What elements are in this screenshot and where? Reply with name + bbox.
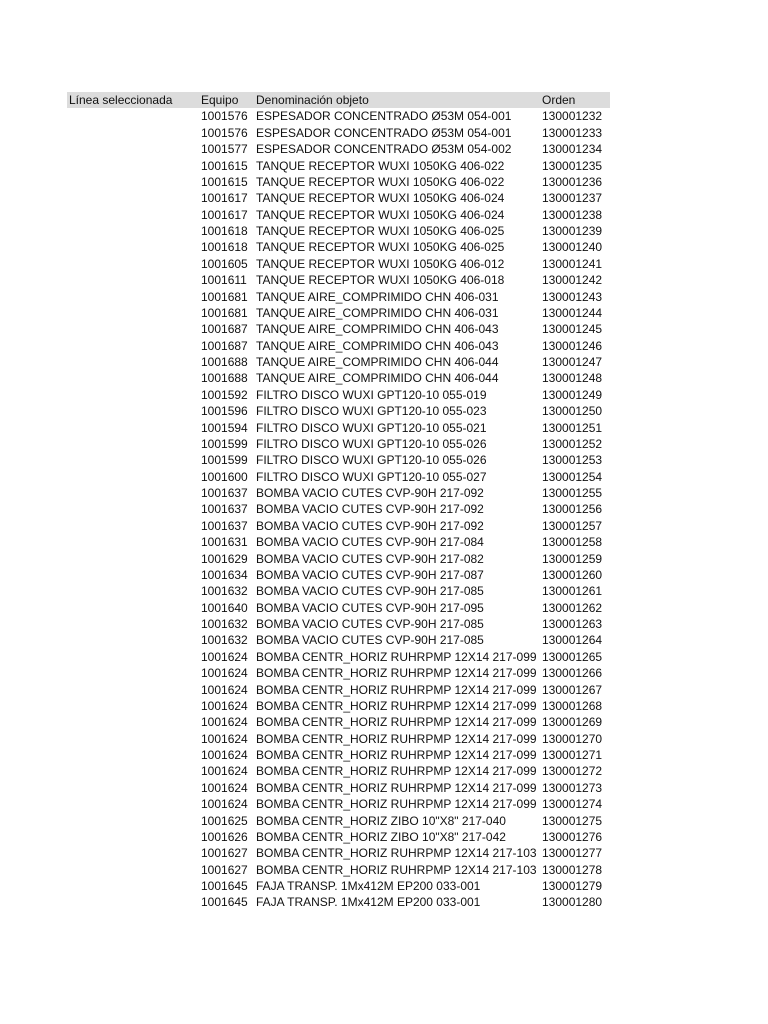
table-row [67,452,610,468]
cell-linea [67,370,199,386]
cell-equipo: 1001599 [201,436,248,451]
table-row [67,632,610,648]
cell-denominacion: FILTRO DISCO WUXI GPT120-10 055-026 [256,436,487,451]
cell-linea [67,714,199,730]
table-row [67,403,610,419]
cell-linea [67,763,199,779]
cell-equipo: 1001615 [201,174,248,189]
cell-equipo: 1001611 [201,273,247,288]
table-row [67,616,610,632]
table-row [67,551,610,567]
cell-orden: 130001272 [542,764,603,779]
cell-orden: 130001249 [542,387,603,402]
cell-orden: 130001275 [542,813,603,828]
cell-linea [67,567,199,583]
cell-equipo: 1001618 [201,224,248,238]
cell-orden: 130001280 [542,895,603,910]
cell-linea [67,321,199,337]
cell-equipo: 1001624 [201,764,248,779]
cell-linea [67,534,199,550]
cell-equipo: 1001617 [201,191,248,206]
table-body [67,108,610,910]
cell-linea [67,583,199,599]
cell-denominacion: FILTRO DISCO WUXI GPT120-10 055-027 [256,469,487,484]
column-header-linea: Línea seleccionada [69,93,173,107]
cell-equipo: 1001637 [201,502,248,517]
cell-orden: 130001243 [542,289,603,304]
cell-denominacion: BOMBA VACIO CUTES CVP-90H 217-085 [256,633,484,648]
cell-equipo: 1001687 [201,322,248,337]
cell-denominacion: BOMBA CENTR_HORIZ RUHRPMP 12X14 217-103 [256,846,537,861]
cell-orden: 130001233 [542,125,603,140]
cell-equipo: 1001637 [201,518,248,533]
cell-linea [67,501,199,517]
cell-denominacion: BOMBA CENTR_HORIZ RUHRPMP 12X14 217-099 [256,649,537,664]
cell-equipo: 1001624 [201,797,248,812]
table-row [67,321,610,337]
cell-equipo: 1001624 [201,698,248,713]
cell-linea [67,731,199,747]
cell-linea [67,125,199,141]
cell-linea [67,616,199,632]
cell-orden: 130001235 [542,158,603,173]
table-row [67,501,610,517]
table-row [67,796,610,812]
cell-linea [67,894,199,910]
cell-linea [67,256,199,272]
cell-equipo: 1001681 [201,289,248,304]
cell-denominacion: ESPESADOR CONCENTRADO Ø53M 054-001 [256,109,512,124]
cell-linea [67,338,199,354]
cell-denominacion: BOMBA VACIO CUTES CVP-90H 217-087 [256,567,484,582]
cell-linea [67,485,199,501]
table-row [67,272,610,288]
table-row [67,813,610,829]
table-row [67,305,610,321]
cell-equipo: 1001592 [201,387,248,402]
cell-equipo: 1001594 [201,420,248,435]
table-row [67,698,610,714]
cell-orden: 130001237 [542,191,603,206]
cell-linea [67,158,199,174]
cell-orden: 130001234 [542,142,603,157]
cell-equipo: 1001605 [201,256,248,271]
cell-equipo: 1001631 [201,535,248,550]
cell-denominacion: TANQUE AIRE_COMPRIMIDO CHN 406-044 [256,355,499,369]
cell-denominacion: TANQUE RECEPTOR WUXI 1050KG 406-022 [256,158,505,173]
cell-denominacion: TANQUE RECEPTOR WUXI 1050KG 406-024 [256,207,505,222]
cell-linea [67,698,199,714]
cell-equipo: 1001627 [201,846,248,861]
cell-orden: 130001245 [542,322,603,337]
table-row [67,289,610,305]
table-row [67,583,610,599]
cell-linea [67,600,199,616]
table-row [67,239,610,255]
cell-equipo: 1001629 [201,551,248,566]
table-row [67,387,610,403]
cell-denominacion: BOMBA CENTR_HORIZ ZIBO 10"X8" 217-040 [256,813,506,828]
cell-linea [67,469,199,485]
cell-linea [67,141,199,157]
table-row [67,256,610,272]
cell-linea [67,305,199,321]
table-row [67,436,610,452]
cell-denominacion: BOMBA CENTR_HORIZ RUHRPMP 12X14 217-099 [256,698,537,713]
cell-orden: 130001269 [542,715,603,730]
cell-linea [67,518,199,534]
cell-denominacion: TANQUE RECEPTOR WUXI 1050KG 406-018 [256,273,505,288]
cell-denominacion: BOMBA CENTR_HORIZ RUHRPMP 12X14 217-099 [256,764,537,779]
cell-linea [67,878,199,894]
cell-orden: 130001260 [542,567,603,582]
cell-orden: 130001232 [542,109,603,124]
table-row [67,420,610,436]
cell-orden: 130001279 [542,879,603,893]
table-row [67,108,610,124]
cell-equipo: 1001577 [201,142,248,157]
cell-linea [67,747,199,763]
cell-denominacion: TANQUE AIRE_COMPRIMIDO CHN 406-043 [256,338,499,353]
cell-linea [67,436,199,452]
cell-equipo: 1001681 [201,305,248,320]
cell-orden: 130001251 [542,420,603,435]
cell-linea [67,862,199,878]
cell-orden: 130001244 [542,305,603,320]
cell-orden: 130001246 [542,338,603,353]
cell-equipo: 1001632 [201,633,248,648]
cell-linea [67,780,199,796]
cell-orden: 130001250 [542,404,603,419]
cell-denominacion: BOMBA CENTR_HORIZ RUHRPMP 12X14 217-099 [256,731,537,746]
table-row [67,747,610,763]
table-row [67,665,610,681]
cell-equipo: 1001624 [201,666,248,681]
cell-equipo: 1001688 [201,371,248,386]
cell-equipo: 1001617 [201,207,248,222]
cell-equipo: 1001618 [201,240,248,255]
table-row [67,600,610,616]
cell-denominacion: TANQUE AIRE_COMPRIMIDO CHN 406-043 [256,322,499,337]
table-row [67,862,610,878]
cell-orden: 130001266 [542,666,603,681]
cell-linea [67,845,199,861]
cell-linea [67,387,199,403]
cell-equipo: 1001688 [201,355,248,369]
cell-denominacion: TANQUE RECEPTOR WUXI 1050KG 406-022 [256,174,505,189]
table-row [67,649,610,665]
table-row [67,567,610,583]
cell-orden: 130001241 [542,256,603,271]
cell-linea [67,632,199,648]
cell-denominacion: TANQUE RECEPTOR WUXI 1050KG 406-024 [256,191,505,206]
cell-orden: 130001254 [542,469,603,484]
cell-orden: 130001239 [542,224,603,238]
cell-orden: 130001258 [542,535,603,550]
cell-linea [67,289,199,305]
header-row [67,92,610,108]
cell-equipo: 1001626 [201,829,248,844]
table-row [67,338,610,354]
cell-denominacion: BOMBA VACIO CUTES CVP-90H 217-092 [256,518,484,533]
cell-equipo: 1001640 [201,600,248,615]
table-row [67,469,610,485]
column-header-orden: Orden [542,93,576,107]
cell-linea [67,420,199,436]
table-row [67,158,610,174]
cell-orden: 130001259 [542,551,603,566]
cell-denominacion: TANQUE RECEPTOR WUXI 1050KG 406-025 [256,224,505,238]
cell-equipo: 1001576 [201,109,248,124]
cell-denominacion: BOMBA VACIO CUTES CVP-90H 217-085 [256,584,484,599]
cell-orden: 130001268 [542,698,603,713]
cell-denominacion: BOMBA CENTR_HORIZ RUHRPMP 12X14 217-099 [256,666,537,681]
cell-linea [67,174,199,190]
cell-equipo: 1001615 [201,158,248,173]
column-header-denominacion: Denominación objeto [256,93,369,107]
cell-denominacion: BOMBA CENTR_HORIZ RUHRPMP 12X14 217-099 [256,682,537,697]
cell-orden: 130001278 [542,862,603,877]
table-row [67,354,610,370]
cell-orden: 130001276 [542,829,603,844]
cell-denominacion: FILTRO DISCO WUXI GPT120-10 055-021 [256,420,487,435]
cell-linea [67,272,199,288]
cell-linea [67,403,199,419]
cell-orden: 130001267 [542,682,603,697]
cell-orden: 130001236 [542,174,603,189]
cell-linea [67,813,199,829]
cell-linea [67,682,199,698]
cell-denominacion: BOMBA VACIO CUTES CVP-90H 217-092 [256,502,484,517]
table-row [67,894,610,910]
cell-equipo: 1001645 [201,879,248,893]
cell-equipo: 1001576 [201,125,248,140]
table-row [67,682,610,698]
cell-orden: 130001240 [542,240,603,255]
cell-denominacion: BOMBA CENTR_HORIZ RUHRPMP 12X14 217-099 [256,748,537,762]
cell-denominacion: FILTRO DISCO WUXI GPT120-10 055-019 [256,387,487,402]
cell-equipo: 1001624 [201,780,248,795]
cell-equipo: 1001624 [201,682,248,697]
table-row [67,518,610,534]
table-row [67,174,610,190]
table-row [67,714,610,730]
cell-equipo: 1001624 [201,748,248,762]
cell-orden: 130001256 [542,502,603,517]
cell-denominacion: BOMBA VACIO CUTES CVP-90H 217-084 [256,535,484,550]
table-row [67,207,610,223]
cell-orden: 130001255 [542,486,603,500]
table-row [67,763,610,779]
cell-orden: 130001263 [542,617,603,631]
cell-linea [67,649,199,665]
table-row [67,190,610,206]
cell-orden: 130001270 [542,731,603,746]
cell-orden: 130001261 [542,584,603,599]
cell-orden: 130001274 [542,797,603,812]
table-row [67,223,610,239]
cell-linea [67,829,199,845]
cell-equipo: 1001637 [201,486,248,500]
cell-equipo: 1001599 [201,453,248,468]
cell-denominacion: BOMBA VACIO CUTES CVP-90H 217-092 [256,486,484,500]
cell-denominacion: TANQUE AIRE_COMPRIMIDO CHN 406-031 [256,305,499,320]
cell-linea [67,223,199,239]
spreadsheet-table-container [67,92,610,911]
cell-linea [67,796,199,812]
cell-orden: 130001247 [542,355,603,369]
table-row [67,731,610,747]
cell-denominacion: BOMBA CENTR_HORIZ RUHRPMP 12X14 217-099 [256,780,537,795]
cell-denominacion: BOMBA CENTR_HORIZ ZIBO 10"X8" 217-042 [256,829,506,844]
cell-linea [67,551,199,567]
cell-orden: 130001257 [542,518,603,533]
table-row [67,534,610,550]
table-row [67,878,610,894]
orders-table [67,92,610,911]
cell-linea [67,665,199,681]
cell-linea [67,452,199,468]
cell-equipo: 1001624 [201,649,248,664]
cell-orden: 130001277 [542,846,603,861]
table-row [67,829,610,845]
cell-linea [67,354,199,370]
cell-orden: 130001271 [542,748,603,762]
table-row [67,125,610,141]
cell-denominacion: BOMBA CENTR_HORIZ RUHRPMP 12X14 217-099 [256,715,537,730]
cell-denominacion: ESPESADOR CONCENTRADO Ø53M 054-002 [256,142,512,157]
cell-denominacion: ESPESADOR CONCENTRADO Ø53M 054-001 [256,125,512,140]
cell-denominacion: TANQUE AIRE_COMPRIMIDO CHN 406-031 [256,289,499,304]
cell-linea [67,239,199,255]
cell-equipo: 1001634 [201,567,248,582]
table-row [67,370,610,386]
table-row [67,845,610,861]
cell-orden: 130001262 [542,600,603,615]
cell-equipo: 1001600 [201,469,248,484]
table-row [67,485,610,501]
column-header-equipo: Equipo [201,93,239,107]
cell-denominacion: BOMBA CENTR_HORIZ RUHRPMP 12X14 217-103 [256,862,537,877]
cell-denominacion: BOMBA VACIO CUTES CVP-90H 217-082 [256,551,484,566]
cell-equipo: 1001687 [201,338,248,353]
cell-linea [67,190,199,206]
cell-denominacion: FILTRO DISCO WUXI GPT120-10 055-023 [256,404,487,419]
cell-equipo: 1001624 [201,731,248,746]
cell-orden: 130001265 [542,649,603,664]
cell-equipo: 1001632 [201,617,248,631]
table-row [67,141,610,157]
cell-equipo: 1001625 [201,813,248,828]
table-row [67,780,610,796]
cell-orden: 130001273 [542,780,603,795]
cell-orden: 130001253 [542,453,603,468]
cell-linea [67,108,199,124]
cell-denominacion: FAJA TRANSP. 1Mx412M EP200 033-001 [256,895,481,910]
cell-denominacion: TANQUE RECEPTOR WUXI 1050KG 406-012 [256,256,505,271]
cell-orden: 130001248 [542,371,603,386]
cell-equipo: 1001596 [201,404,248,419]
cell-orden: 130001238 [542,207,603,222]
cell-denominacion: BOMBA VACIO CUTES CVP-90H 217-095 [256,600,484,615]
cell-denominacion: TANQUE RECEPTOR WUXI 1050KG 406-025 [256,240,505,255]
cell-equipo: 1001627 [201,862,248,877]
cell-denominacion: BOMBA CENTR_HORIZ RUHRPMP 12X14 217-099 [256,797,537,812]
cell-denominacion: TANQUE AIRE_COMPRIMIDO CHN 406-044 [256,371,499,386]
cell-orden: 130001242 [542,273,603,288]
cell-orden: 130001252 [542,436,603,451]
cell-linea [67,207,199,223]
cell-denominacion: FAJA TRANSP. 1Mx412M EP200 033-001 [256,879,481,893]
cell-equipo: 1001632 [201,584,248,599]
cell-denominacion: BOMBA VACIO CUTES CVP-90H 217-085 [256,617,484,631]
cell-equipo: 1001645 [201,895,248,910]
cell-denominacion: FILTRO DISCO WUXI GPT120-10 055-026 [256,453,487,468]
cell-equipo: 1001624 [201,715,248,730]
cell-orden: 130001264 [542,633,603,648]
